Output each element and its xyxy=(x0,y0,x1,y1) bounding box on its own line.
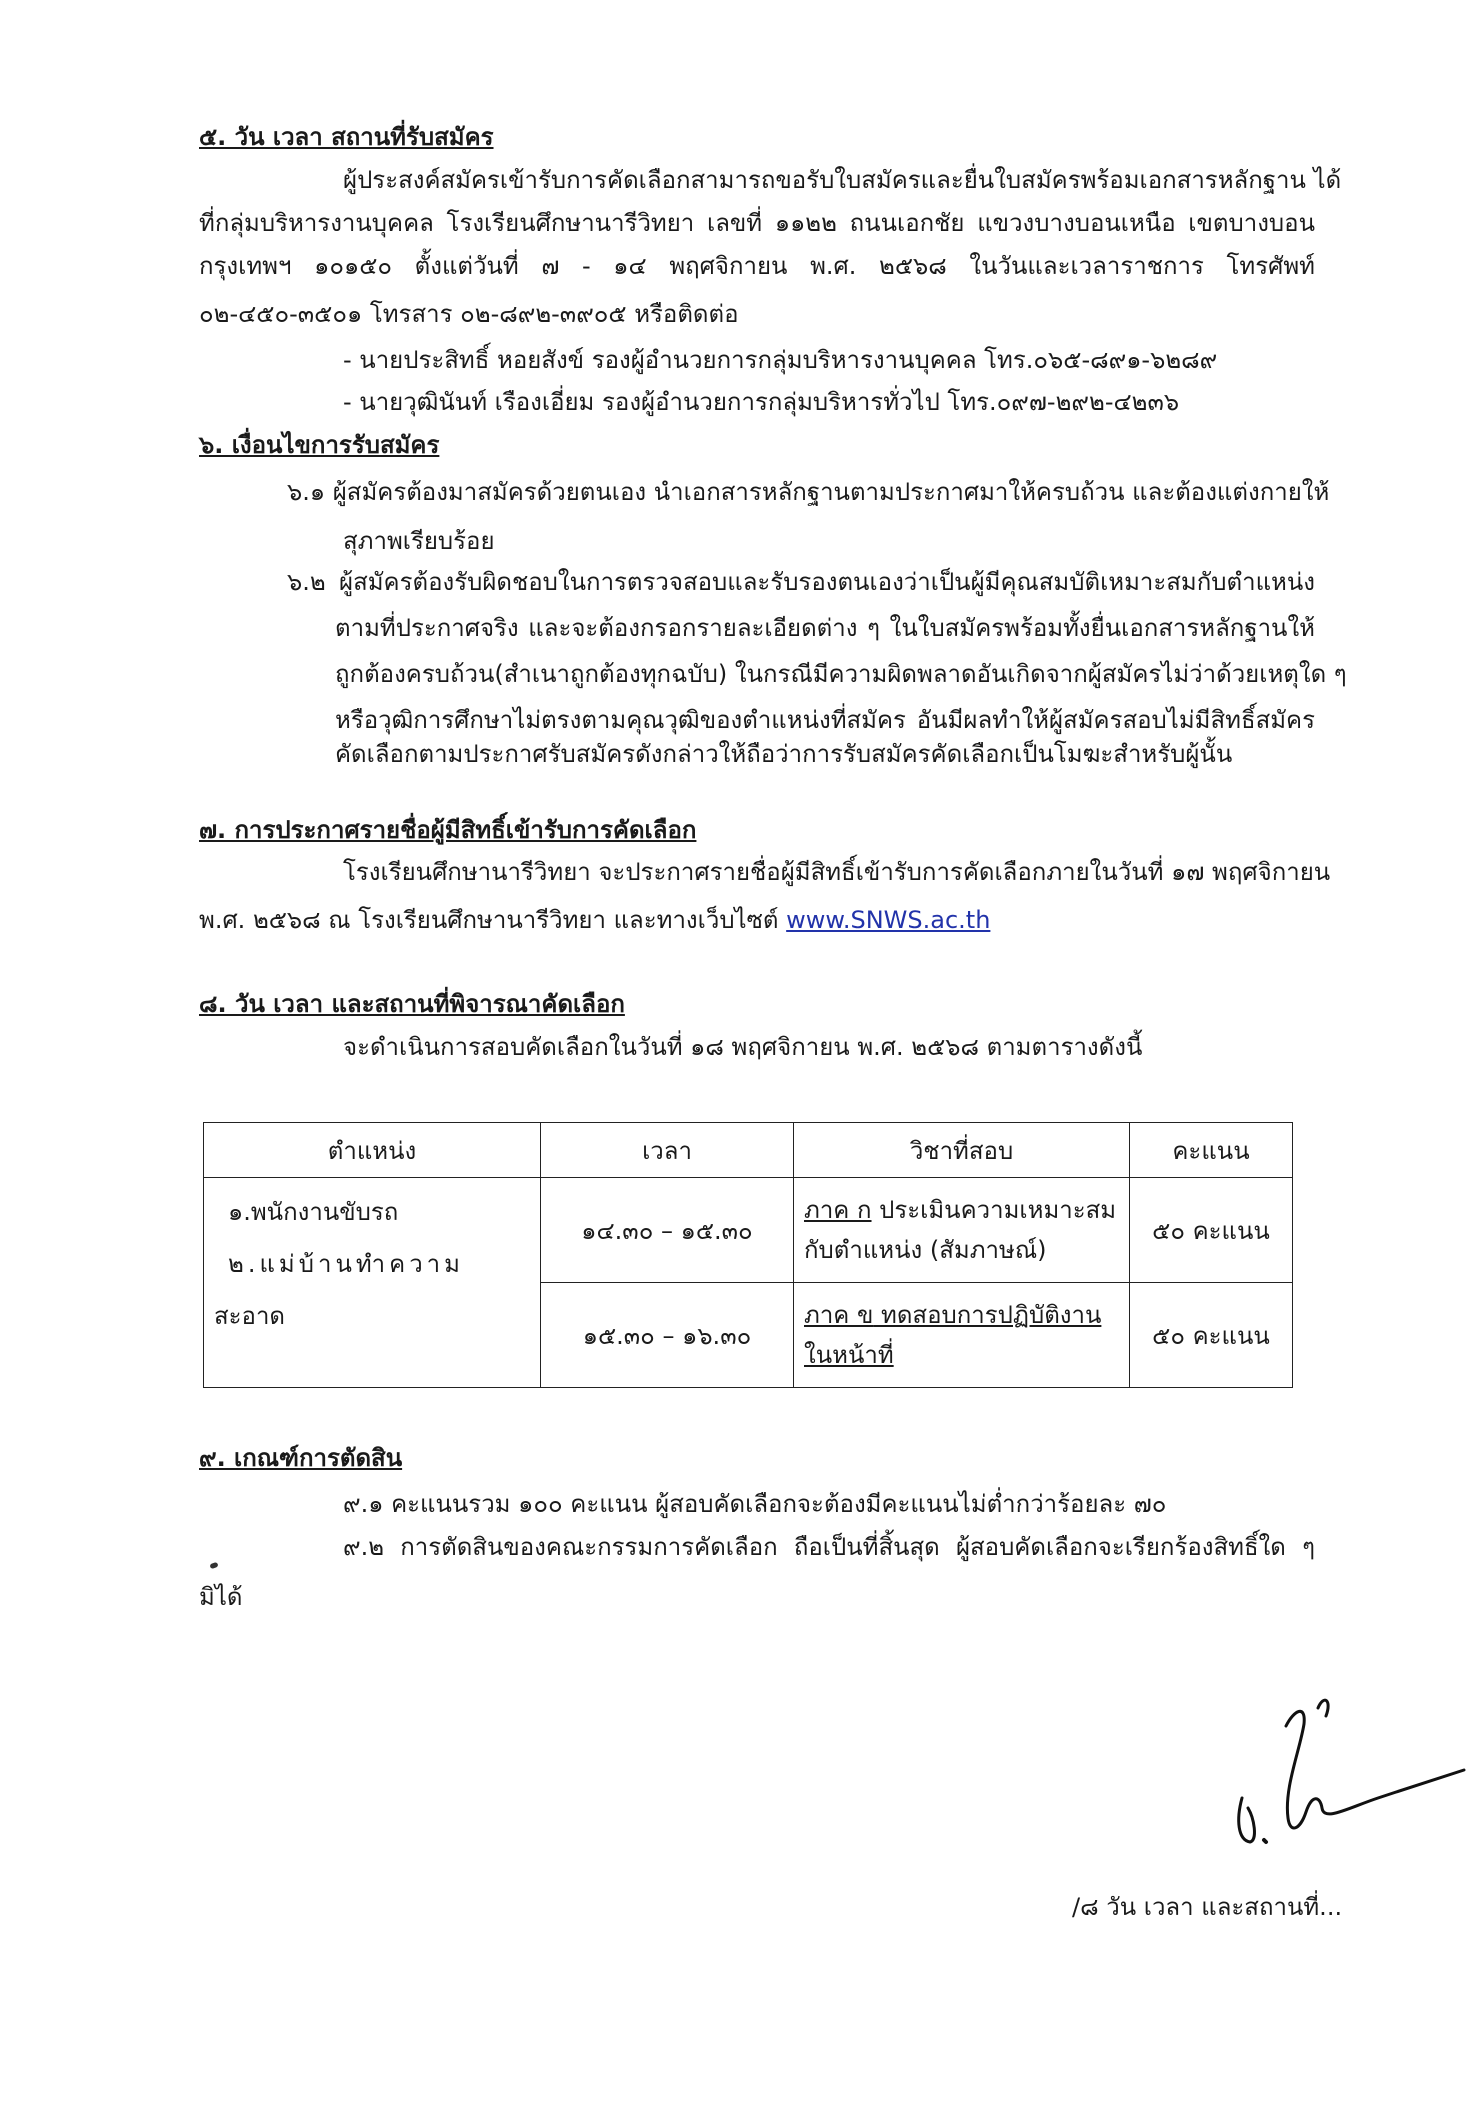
score-cell: ๕๐ คะแนน xyxy=(1130,1178,1293,1283)
table-header-cell: คะแนน xyxy=(1130,1123,1293,1178)
time-cell: ๑๕.๓๐ – ๑๖.๓๐ xyxy=(541,1283,794,1388)
section5-paragraph-line: กรุงเทพฯ ๑๐๑๕๐ ตั้งแต่วันที่ ๗ - ๑๔ พฤศจิกายน พ.ศ. ๒๕๖๘ ในวันและเวลาราชการ โทรศัพท์ xyxy=(199,252,1315,280)
table-header-cell: เวลา xyxy=(541,1123,794,1178)
condition-item: ๖.๒ ผู้สมัครต้องรับผิดชอบในการตรวจสอบและรับรองตนเองว่าเป็นผู้มีคุณสมบัติเหมาะสมกับตำแหน่ง xyxy=(287,568,1315,596)
section8-paragraph-line: จะดำเนินการสอบคัดเลือกในวันที่ ๑๘ พฤศจิกายน พ.ศ. ๒๕๖๘ ตามตารางดังนี้ xyxy=(343,1033,1143,1061)
criteria-item: ๙.๑ คะแนนรวม ๑๐๐ คะแนน ผู้สอบคัดเลือกจะต้องมีคะแนนไม่ต่ำกว่าร้อยละ ๗๐ xyxy=(343,1490,1167,1518)
section7-text: พ.ศ. ๒๕๖๘ ณ โรงเรียนศึกษานารีวิทยา และทางเว็บไซต์ xyxy=(199,906,779,934)
section5-paragraph-line: ที่กลุ่มบริหารงานบุคคล โรงเรียนศึกษานารีวิทยา เลขที่ ๑๑๒๒ ถนนเอกชัย แขวงบางบอนเหนือ เขตบางบอน xyxy=(199,209,1315,237)
section6-heading: ๖. เงื่อนไขการรับสมัคร xyxy=(199,431,440,459)
score-cell: ๕๐ คะแนน xyxy=(1130,1283,1293,1388)
criteria-item: ๙.๒ การตัดสินของคณะกรรมการคัดเลือก ถือเป็นที่สิ้นสุด ผู้สอบคัดเลือกจะเรียกร้องสิทธิ์ใด ๆ xyxy=(343,1533,1315,1561)
subject-part xyxy=(804,1301,1101,1329)
table-header-cell: ตำแหน่ง xyxy=(204,1123,541,1178)
section8-heading: ๘. วัน เวลา และสถานที่พิจารณาคัดเลือก xyxy=(199,990,625,1018)
position-line: ๑.พนักงานขับรถ xyxy=(228,1198,399,1226)
subject-part-label: ภาค ข xyxy=(804,1301,874,1329)
section7-paragraph-line: โรงเรียนศึกษานารีวิทยา จะประกาศรายชื่อผู้มีสิทธิ์เข้ารับการคัดเลือกภายในวันที่ ๑๗ พฤศจิกายน xyxy=(343,858,1331,886)
section5-paragraph-line: ๐๒-๔๕๐-๓๕๐๑ โทรสาร ๐๒-๘๙๒-๓๙๐๕ หรือติดต่อ xyxy=(199,300,739,328)
condition-item: ๖.๑ ผู้สมัครต้องมาสมัครด้วยตนเอง นำเอกสารหลักฐานตามประกาศมาให้ครบถ้วน และต้องแต่งกายให้ xyxy=(287,478,1330,506)
table-header-row xyxy=(204,1123,1293,1178)
contact-line: - นายวุฒินันท์ เรืองเอี่ยม รองผู้อำนวยการกลุ่มบริหารทั่วไป โทร.๐๙๗-๒๙๒-๔๒๓๖ xyxy=(343,388,1180,416)
position-cell xyxy=(204,1178,541,1388)
ink-mark xyxy=(209,1562,218,1569)
exam-schedule-table xyxy=(203,1122,1293,1388)
section9-heading: ๙. เกณฑ์การตัดสิน xyxy=(199,1444,403,1472)
subject-part: ภาค ก xyxy=(804,1196,872,1224)
condition-item: คัดเลือกตามประกาศรับสมัครดังกล่าวให้ถือว่าการรับสมัครคัดเลือกเป็นโมฆะสำหรับผู้นั้น xyxy=(335,740,1233,768)
handwritten-signature xyxy=(1228,1690,1468,1850)
continuation-note: /๘ วัน เวลา และสถานที่... xyxy=(1072,1893,1343,1921)
section5-heading: ๕. วัน เวลา สถานที่รับสมัคร xyxy=(199,123,494,151)
subject-title: กับตำแหน่ง (สัมภาษณ์) xyxy=(804,1236,1047,1264)
contact-line: - นายประสิทธิ์ หอยสังข์ รองผู้อำนวยการกลุ่มบริหารงานบุคคล โทร.๐๖๕-๘๙๑-๖๒๘๙ xyxy=(343,346,1218,374)
subject-title: ทดสอบการปฏิบัติงาน xyxy=(873,1301,1102,1329)
section5-paragraph-line: ผู้ประสงค์สมัครเข้ารับการคัดเลือกสามารถขอรับใบสมัครและยื่นใบสมัครพร้อมเอกสารหลักฐาน ได้ xyxy=(343,166,1342,194)
subject-title: ประเมินความเหมาะสม xyxy=(871,1196,1117,1224)
position-line: สะอาด xyxy=(214,1302,286,1330)
criteria-item: มิได้ xyxy=(199,1583,243,1611)
section7-heading: ๗. การประกาศรายชื่อผู้มีสิทธิ์เข้ารับการคัดเลือก xyxy=(199,816,697,844)
website-link[interactable]: www.SNWS.ac.th xyxy=(786,906,991,934)
subject-cell xyxy=(794,1178,1130,1283)
position-line: ๒.แม่บ้านทำความ xyxy=(228,1250,464,1278)
condition-item: ถูกต้องครบถ้วน(สำเนาถูกต้องทุกฉบับ) ในกรณีมีความผิดพลาดอันเกิดจากผู้สมัครไม่ว่าด้วยเหตุใด ๆ xyxy=(335,660,1347,688)
subject-title: ในหน้าที่ xyxy=(804,1341,894,1369)
subject-cell xyxy=(794,1283,1130,1388)
condition-item: หรือวุฒิการศึกษาไม่ตรงตามคุณวุฒิของตำแหน่งที่สมัคร อันมีผลทำให้ผู้สมัครสอบไม่มีสิทธิ์สมัคร xyxy=(335,706,1315,734)
condition-item: สุภาพเรียบร้อย xyxy=(343,527,495,555)
section7-paragraph-line xyxy=(199,903,990,937)
time-cell: ๑๔.๓๐ – ๑๕.๓๐ xyxy=(541,1178,794,1283)
table-row xyxy=(204,1178,1293,1283)
condition-item: ตามที่ประกาศจริง และจะต้องกรอกรายละเอียดต่าง ๆ ในใบสมัครพร้อมทั้งยื่นเอกสารหลักฐานให้ xyxy=(335,614,1315,642)
table-header-cell: วิชาที่สอบ xyxy=(794,1123,1130,1178)
